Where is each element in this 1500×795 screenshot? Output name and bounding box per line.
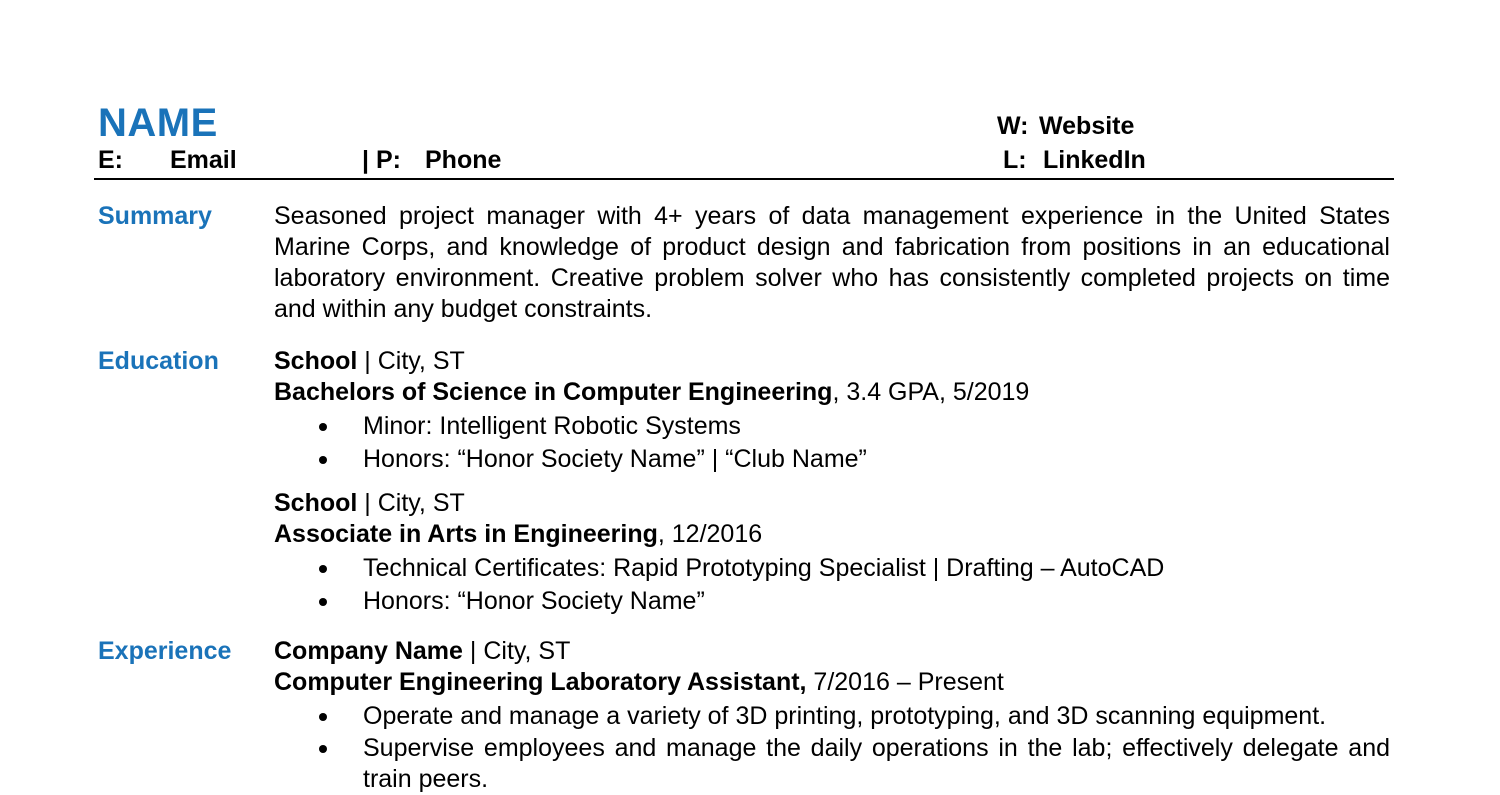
bullet-text: Honors: “Honor Society Name” [363, 587, 705, 615]
website-label: W: [997, 112, 1029, 140]
summary-heading: Summary [98, 202, 212, 230]
bullet-icon [319, 598, 327, 606]
bullet-icon [319, 745, 327, 753]
bullet-text: Technical Certificates: Rapid Prototyping Specialist | Drafting – AutoCAD [363, 554, 1165, 582]
bullet-text: Honors: “Honor Society Name” | “Club Name” [363, 445, 867, 473]
degree-details: , 12/2016 [657, 520, 763, 548]
degree-name: Bachelors of Science in Computer Engineering [274, 378, 833, 406]
role-title: Computer Engineering Laboratory Assistant, [274, 668, 807, 696]
education-bullets [274, 552, 1390, 618]
degree-line [274, 377, 1390, 408]
bullet-icon [319, 456, 327, 464]
list-item [274, 585, 1390, 618]
linkedin-value: LinkedIn [1043, 146, 1146, 174]
company-location: | City, ST [462, 637, 571, 665]
email-contact [98, 145, 123, 175]
list-item [274, 410, 1390, 443]
linkedin-label: L: [1003, 146, 1027, 174]
summary-text: Seasoned project manager with 4+ years of data management experience in the United States Marine Corps, and knowledge of product design and fabrication from positions in an educational laboratory environment. Creative problem solver who has consistently completed projects on time and within any budget constraints. [274, 202, 1390, 323]
education-entry [274, 346, 1390, 476]
bullet-icon [319, 423, 327, 431]
phone-value: Phone [425, 146, 502, 174]
list-item [274, 443, 1390, 476]
role-line [274, 667, 1390, 698]
list-item [274, 700, 1390, 733]
degree-details: , 3.4 GPA, 5/2019 [832, 378, 1030, 406]
email-value: Email [170, 146, 237, 174]
email-label: E: [98, 146, 123, 174]
education-bullets [274, 410, 1390, 476]
bullet-text: Operate and manage a variety of 3D printing, prototyping, and 3D scanning equipment. [363, 702, 1327, 730]
school-line [274, 346, 1390, 377]
education-heading: Education [98, 347, 219, 375]
bullet-icon [319, 565, 327, 573]
company-line [274, 636, 1390, 667]
school-name: School [274, 489, 358, 517]
company-name: Company Name [274, 637, 463, 665]
degree-name: Associate in Arts in Engineering [274, 520, 658, 548]
list-item [274, 733, 1390, 795]
school-name: School [274, 347, 358, 375]
candidate-name: NAME [98, 101, 218, 145]
phone-label: | P: [362, 146, 401, 174]
header-divider [94, 178, 1394, 180]
website-value: Website [1039, 112, 1135, 140]
experience-heading: Experience [98, 637, 232, 665]
school-location: | City, ST [357, 347, 465, 375]
school-line [274, 488, 1390, 519]
role-dates: 7/2016 – Present [806, 668, 1004, 696]
experience-entry [274, 636, 1390, 795]
bullet-text: Supervise employees and manage the daily operations in the lab; effectively delegate and train peers. [363, 734, 1390, 793]
experience-bullets [274, 700, 1390, 795]
education-entry [274, 488, 1390, 618]
degree-line [274, 519, 1390, 550]
list-item [274, 552, 1390, 585]
school-location: | City, ST [357, 489, 465, 517]
bullet-text: Minor: Intelligent Robotic Systems [363, 412, 741, 440]
bullet-icon [319, 713, 327, 721]
